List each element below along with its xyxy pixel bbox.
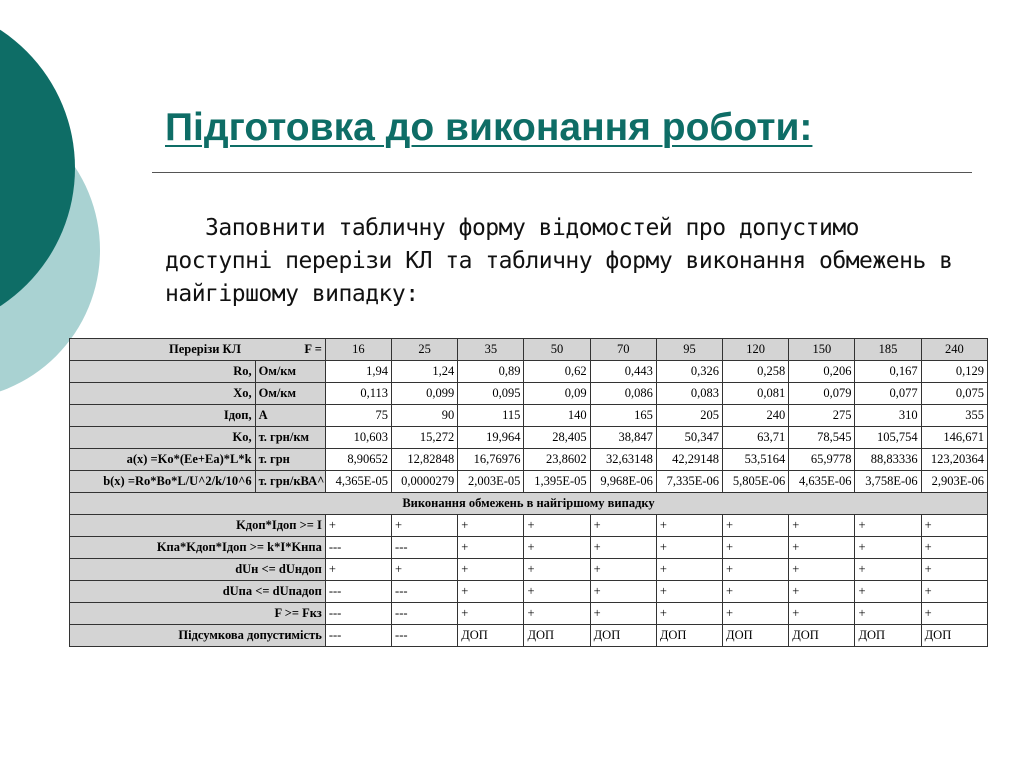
constraint-cell: +: [789, 603, 855, 625]
constraint-cell: +: [723, 515, 789, 537]
constraint-cell: +: [590, 603, 656, 625]
table-cell: 0,09: [524, 383, 590, 405]
table-row: [70, 449, 988, 471]
constraint-row: [70, 559, 988, 581]
table-cell: 140: [524, 405, 590, 427]
table-cell: 0,258: [723, 361, 789, 383]
table-cell: 275: [789, 405, 855, 427]
constraint-cell: ---: [325, 537, 391, 559]
row-unit: Ом/км: [255, 383, 325, 405]
constraint-cell: +: [392, 515, 458, 537]
data-table: [69, 338, 988, 647]
constraint-cell: +: [723, 559, 789, 581]
header-unit: F =: [304, 342, 322, 356]
table-cell: 1,395E-05: [524, 471, 590, 493]
constraint-cell: +: [789, 581, 855, 603]
constraint-cell: ---: [392, 537, 458, 559]
constraint-row: [70, 537, 988, 559]
constraint-cell: +: [325, 559, 391, 581]
table-cell: 3,758E-06: [855, 471, 921, 493]
constraint-cell: +: [590, 559, 656, 581]
constraint-label: Kдоп*Iдоп >= I: [70, 515, 326, 537]
table-cell: 19,964: [458, 427, 524, 449]
constraint-cell: +: [524, 581, 590, 603]
constraint-row: [70, 581, 988, 603]
table-cell: 1,94: [325, 361, 391, 383]
constraint-cell: +: [855, 581, 921, 603]
constraint-cell: +: [855, 559, 921, 581]
constraint-label: Kпа*Kдоп*Iдоп >= k*I*Kнпа: [70, 537, 326, 559]
constraint-cell: +: [921, 515, 987, 537]
header-size-cell: 240: [921, 339, 987, 361]
constraint-cell: +: [656, 559, 722, 581]
table-cell: 0,129: [921, 361, 987, 383]
constraint-cell: +: [524, 559, 590, 581]
table-row: [70, 405, 988, 427]
constraint-cell: ---: [325, 581, 391, 603]
table-cell: 4,635E-06: [789, 471, 855, 493]
table-cell: 0,086: [590, 383, 656, 405]
constraint-cell: ---: [392, 625, 458, 647]
table-cell: 63,71: [723, 427, 789, 449]
constraint-cell: +: [855, 603, 921, 625]
table-cell: 105,754: [855, 427, 921, 449]
table-cell: 10,603: [325, 427, 391, 449]
constraint-label: dUпа <= dUпадоп: [70, 581, 326, 603]
header-size-cell: 16: [325, 339, 391, 361]
section-title: Виконання обмежень в найгіршому випадку: [70, 493, 988, 515]
header-size-cell: 70: [590, 339, 656, 361]
cable-sections-table: [69, 338, 988, 644]
table-row: [70, 383, 988, 405]
table-cell: 0,443: [590, 361, 656, 383]
constraint-cell: ДОП: [789, 625, 855, 647]
constraint-cell: +: [789, 537, 855, 559]
constraint-cell: +: [921, 559, 987, 581]
constraint-cell: +: [921, 537, 987, 559]
constraint-cell: +: [524, 537, 590, 559]
table-cell: 123,20364: [921, 449, 987, 471]
constraint-cell: +: [855, 537, 921, 559]
constraint-cell: +: [458, 581, 524, 603]
constraint-cell: ДОП: [524, 625, 590, 647]
constraint-cell: ---: [325, 625, 391, 647]
constraint-cell: ДОП: [921, 625, 987, 647]
table-cell: 8,90652: [325, 449, 391, 471]
table-cell: 78,545: [789, 427, 855, 449]
constraint-cell: +: [855, 515, 921, 537]
table-cell: 0,206: [789, 361, 855, 383]
header-size-cell: 35: [458, 339, 524, 361]
table-cell: 90: [392, 405, 458, 427]
table-cell: 32,63148: [590, 449, 656, 471]
table-cell: 0,326: [656, 361, 722, 383]
table-cell: 15,272: [392, 427, 458, 449]
row-label: a(x) =Ko*(Ee+Ea)*L*k: [70, 449, 256, 471]
table-cell: 38,847: [590, 427, 656, 449]
constraint-cell: +: [921, 603, 987, 625]
constraint-cell: ---: [392, 603, 458, 625]
constraint-cell: +: [723, 603, 789, 625]
constraint-cell: +: [458, 603, 524, 625]
header-size-cell: 120: [723, 339, 789, 361]
row-label: Iдоп,: [70, 405, 256, 427]
constraint-cell: +: [524, 515, 590, 537]
table-cell: 16,76976: [458, 449, 524, 471]
row-label: Xo,: [70, 383, 256, 405]
table-cell: 12,82848: [392, 449, 458, 471]
constraint-cell: ДОП: [855, 625, 921, 647]
table-cell: 205: [656, 405, 722, 427]
constraint-cell: +: [392, 559, 458, 581]
constraint-cell: +: [789, 515, 855, 537]
constraint-cell: ---: [325, 603, 391, 625]
table-cell: 0,079: [789, 383, 855, 405]
constraint-cell: +: [325, 515, 391, 537]
header-label-cell: [70, 339, 326, 361]
table-cell: 28,405: [524, 427, 590, 449]
row-unit: т. грн/км: [255, 427, 325, 449]
table-cell: 0,113: [325, 383, 391, 405]
constraint-cell: +: [524, 603, 590, 625]
table-cell: 240: [723, 405, 789, 427]
constraint-label: dUн <= dUндоп: [70, 559, 326, 581]
constraint-cell: +: [921, 581, 987, 603]
row-unit: Ом/км: [255, 361, 325, 383]
constraint-cell: ДОП: [723, 625, 789, 647]
constraint-cell: +: [590, 515, 656, 537]
table-cell: 42,29148: [656, 449, 722, 471]
table-cell: 0,077: [855, 383, 921, 405]
table-header-row: [70, 339, 988, 361]
section-row: [70, 493, 988, 515]
table-cell: 9,968E-06: [590, 471, 656, 493]
table-cell: 0,083: [656, 383, 722, 405]
table-cell: 0,89: [458, 361, 524, 383]
constraint-cell: +: [656, 603, 722, 625]
table-cell: 50,347: [656, 427, 722, 449]
row-unit: А: [255, 405, 325, 427]
table-cell: 0,081: [723, 383, 789, 405]
table-cell: 165: [590, 405, 656, 427]
table-cell: 2,903E-06: [921, 471, 987, 493]
constraint-cell: +: [590, 581, 656, 603]
constraint-cell: +: [656, 581, 722, 603]
slide-title: Підготовка до виконання роботи:: [165, 106, 813, 149]
table-cell: 5,805E-06: [723, 471, 789, 493]
header-size-cell: 150: [789, 339, 855, 361]
title-divider: [152, 172, 972, 173]
table-cell: 310: [855, 405, 921, 427]
table-cell: 4,365E-05: [325, 471, 391, 493]
table-cell: 0,0000279: [392, 471, 458, 493]
constraint-cell: +: [590, 537, 656, 559]
header-size-cell: 95: [656, 339, 722, 361]
constraint-cell: ДОП: [590, 625, 656, 647]
table-cell: 0,099: [392, 383, 458, 405]
table-cell: 0,62: [524, 361, 590, 383]
constraint-cell: +: [789, 559, 855, 581]
table-cell: 146,671: [921, 427, 987, 449]
constraint-cell: +: [723, 581, 789, 603]
constraint-cell: +: [458, 537, 524, 559]
constraint-cell: +: [458, 559, 524, 581]
table-cell: 1,24: [392, 361, 458, 383]
row-unit: т. грн: [255, 449, 325, 471]
table-cell: 0,095: [458, 383, 524, 405]
constraint-cell: ---: [392, 581, 458, 603]
table-cell: 53,5164: [723, 449, 789, 471]
constraint-cell: +: [656, 537, 722, 559]
table-cell: 23,8602: [524, 449, 590, 471]
row-unit: т. грн/кВА^: [255, 471, 325, 493]
table-cell: 2,003E-05: [458, 471, 524, 493]
constraint-cell: +: [723, 537, 789, 559]
constraint-label: F >= Fкз: [70, 603, 326, 625]
constraint-row: [70, 625, 988, 647]
constraint-row: [70, 603, 988, 625]
constraint-cell: +: [656, 515, 722, 537]
constraint-cell: +: [458, 515, 524, 537]
header-label: Перерізи КЛ: [169, 342, 241, 356]
header-size-cell: 50: [524, 339, 590, 361]
table-row: [70, 361, 988, 383]
constraint-row: [70, 515, 988, 537]
table-cell: 115: [458, 405, 524, 427]
table-cell: 88,83336: [855, 449, 921, 471]
table-row: [70, 427, 988, 449]
constraint-cell: ДОП: [656, 625, 722, 647]
table-cell: 355: [921, 405, 987, 427]
header-size-cell: 25: [392, 339, 458, 361]
table-cell: 0,167: [855, 361, 921, 383]
table-cell: 7,335E-06: [656, 471, 722, 493]
slide-body-text: Заповнити табличну форму відомостей про допустимо доступні перерізи КЛ та табличну форму виконання обмежень в найгіршому випадку:: [165, 215, 953, 307]
row-label: b(x) =Ro*Bo*L/U^2/k/10^6: [70, 471, 256, 493]
row-label: Ro,: [70, 361, 256, 383]
constraint-label: Підсумкова допустимість: [70, 625, 326, 647]
table-cell: 75: [325, 405, 391, 427]
constraint-cell: ДОП: [458, 625, 524, 647]
table-cell: 65,9778: [789, 449, 855, 471]
header-size-cell: 185: [855, 339, 921, 361]
table-row: [70, 471, 988, 493]
row-label: Ko,: [70, 427, 256, 449]
table-cell: 0,075: [921, 383, 987, 405]
